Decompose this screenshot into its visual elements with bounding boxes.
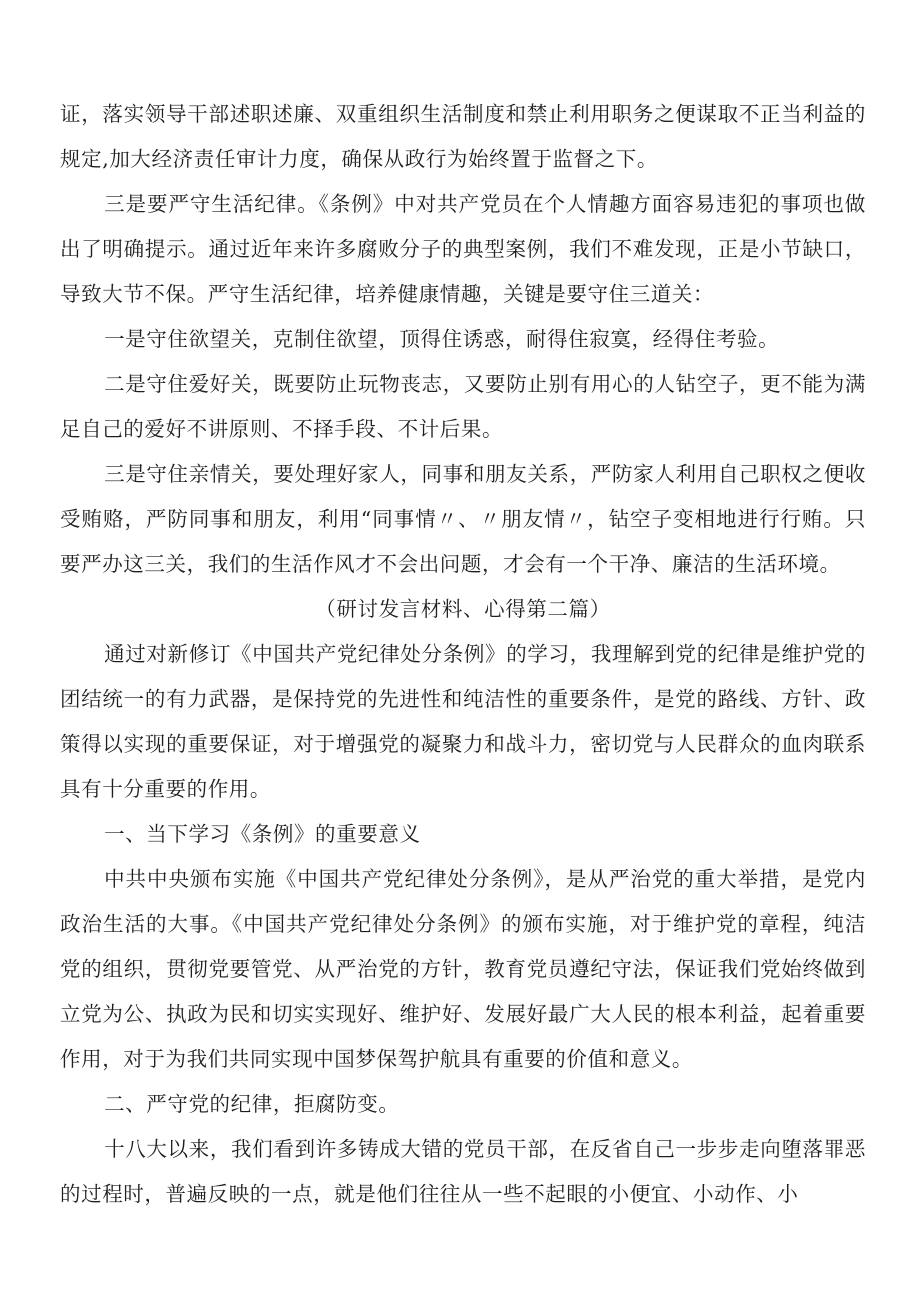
paragraph-hobby-gate: 二是守住爱好关，既要防止玩物丧志，又要防止别有用心的人钻空子，更不能为满足自己的爱好不讲原则、不择手段、不计后果。 xyxy=(60,372,866,441)
subheading-significance: 一、当下学习《条例》的重要意义 xyxy=(104,822,421,846)
paragraph-significance: 中共中央颁布实施《中国共产党纪律处分条例》，是从严治党的重大举措，是党内政治生活的大事。《中国共产党纪律处分条例》的颁布实施，对于维护党的章程，纯洁党的组织，贯彻党要管党、从严治党的方针，教育党员遵纪守法，保证我们党始终做到立党为公、执政为民和切实实现好、维护好、发展好最广大人民的根本利益，起着重要作用，对于为我们共同实现中国梦保驾护航具有重要的价值和意义。 xyxy=(60,867,866,1071)
paragraph-intro: 通过对新修订《中国共产党纪律处分条例》的学习，我理解到党的纪律是维护党的团结统一的有力武器，是保持党的先进性和纯洁性的重要条件，是党的路线、方针、政策得以实现的重要保证，对于增强党的凝聚力和战斗力，密切党与人民群众的血肉联系具有十分重要的作用。 xyxy=(60,642,866,801)
paragraph-continuation: 证，落实领导干部述职述廉、双重组织生活制度和禁止利用职务之便谋取不正当利益的规定,加大经济责任审计力度，确保从政行为始终置于监督之下。 xyxy=(60,102,866,171)
paragraph-desire-gate: 一是守住欲望关，克制住欲望，顶得住诱惑，耐得住寂寞，经得住考验。 xyxy=(104,327,780,351)
paragraph-life-discipline: 三是要严守生活纪律。《条例》中对共产党员在个人情趣方面容易违犯的事项也做出了明确提示。通过近年来许多腐败分子的典型案例，我们不难发现，正是小节缺口，导致大节不保。严守生活纪律，培养健康情趣，关键是要守住三道关： xyxy=(60,192,866,306)
paragraph-reflection: 十八大以来，我们看到许多铸成大错的党员干部，在反省自己一步步走向堕落罪恶的过程时，普遍反映的一点，就是他们往往从一些不起眼的小便宜、小动作、小 xyxy=(60,1137,866,1206)
section-heading: （研讨发言材料、心得第二篇） xyxy=(315,597,611,621)
paragraph-family-gate: 三是守住亲情关，要处理好家人，同事和朋友关系，严防家人利用自己职权之便收受贿赂，严防同事和朋友，利用“同事情〃、〃朋友情〃，钻空子变相地进行行贿。只要严办这三关，我们的生活作风才不会出问题，才会有一个干净、廉洁的生活环境。 xyxy=(60,462,866,576)
subheading-discipline: 二、严守党的纪律，拒腐防变。 xyxy=(104,1092,400,1116)
document-body xyxy=(60,92,866,1217)
